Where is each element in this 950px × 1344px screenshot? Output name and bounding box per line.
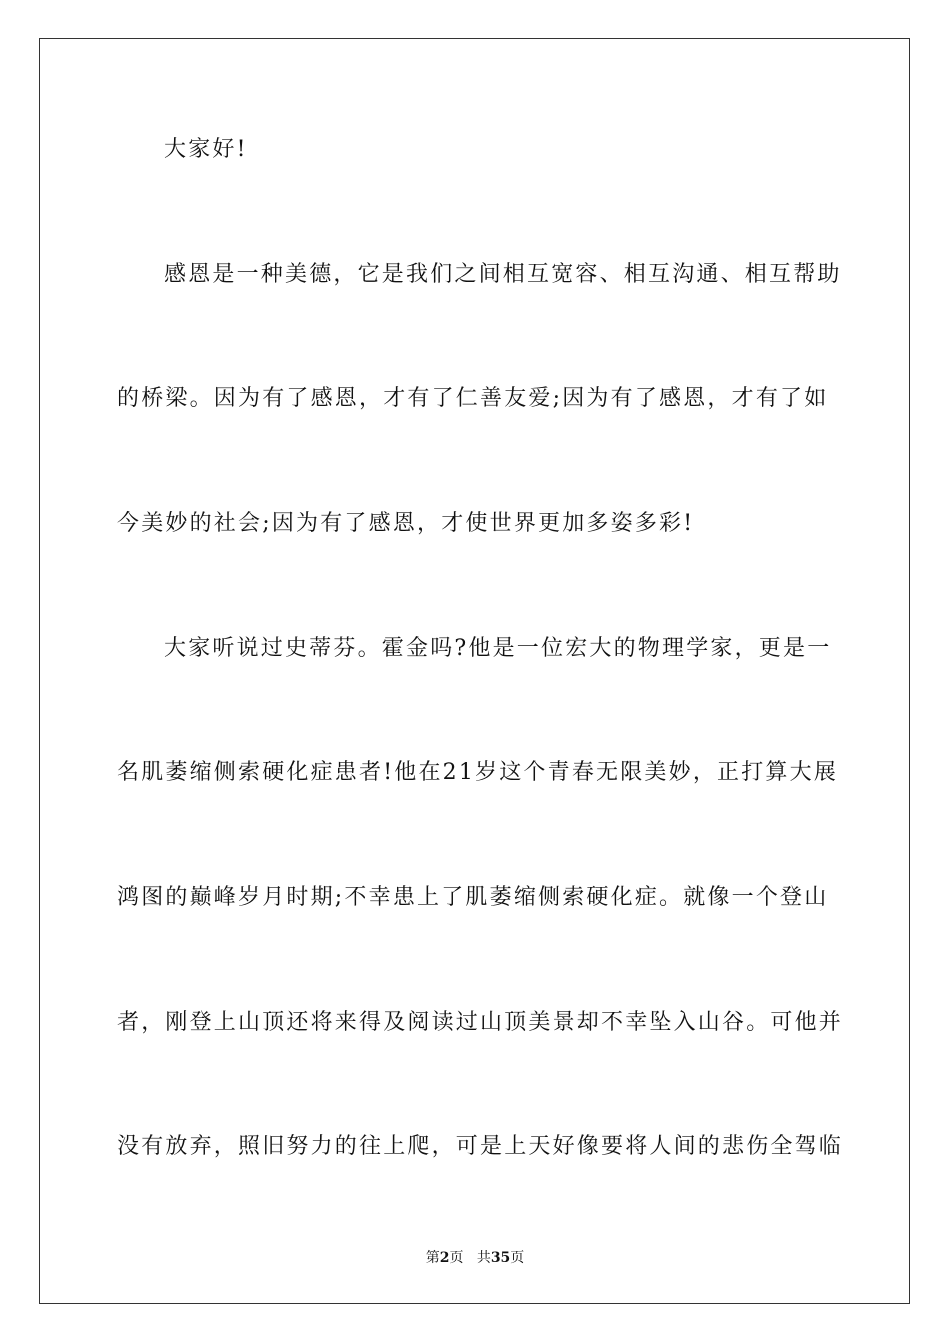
greeting-line: 大家好! (164, 137, 248, 162)
page-footer (0, 1248, 950, 1268)
paragraph-line: 鸿图的巅峰岁月时期;不幸患上了肌萎缩侧索硬化症。就像一个登山 (117, 885, 829, 910)
paragraph-line: 感恩是一种美德，它是我们之间相互宽容、相互沟通、相互帮助 (164, 262, 842, 287)
footer-page-number: 2 (439, 1250, 450, 1266)
footer-page-suffix: 页 (449, 1250, 464, 1266)
page-border (39, 38, 910, 1304)
footer-page-prefix: 第 (425, 1250, 440, 1266)
paragraph-line: 名肌萎缩侧索硬化症患者!他在21岁这个青春无限美妙，正打算大展 (117, 760, 839, 785)
paragraph-line: 的桥梁。因为有了感恩，才有了仁善友爱;因为有了感恩，才有了如 (117, 386, 829, 411)
footer-total-prefix: 共 (476, 1250, 491, 1266)
footer-total-pages: 35 (490, 1250, 511, 1266)
paragraph-line: 者，刚登上山顶还将来得及阅读过山顶美景却不幸坠入山谷。可他并 (117, 1010, 844, 1035)
paragraph-line: 没有放弃，照旧努力的往上爬，可是上天好像要将人间的悲伤全驾临 (117, 1134, 844, 1159)
paragraph-line: 大家听说过史蒂芬。霍金吗?他是一位宏大的物理学家，更是一 (164, 636, 832, 661)
paragraph-line: 今美妙的社会;因为有了感恩，才使世界更加多姿多彩! (117, 511, 695, 536)
footer-total-suffix: 页 (510, 1250, 525, 1266)
